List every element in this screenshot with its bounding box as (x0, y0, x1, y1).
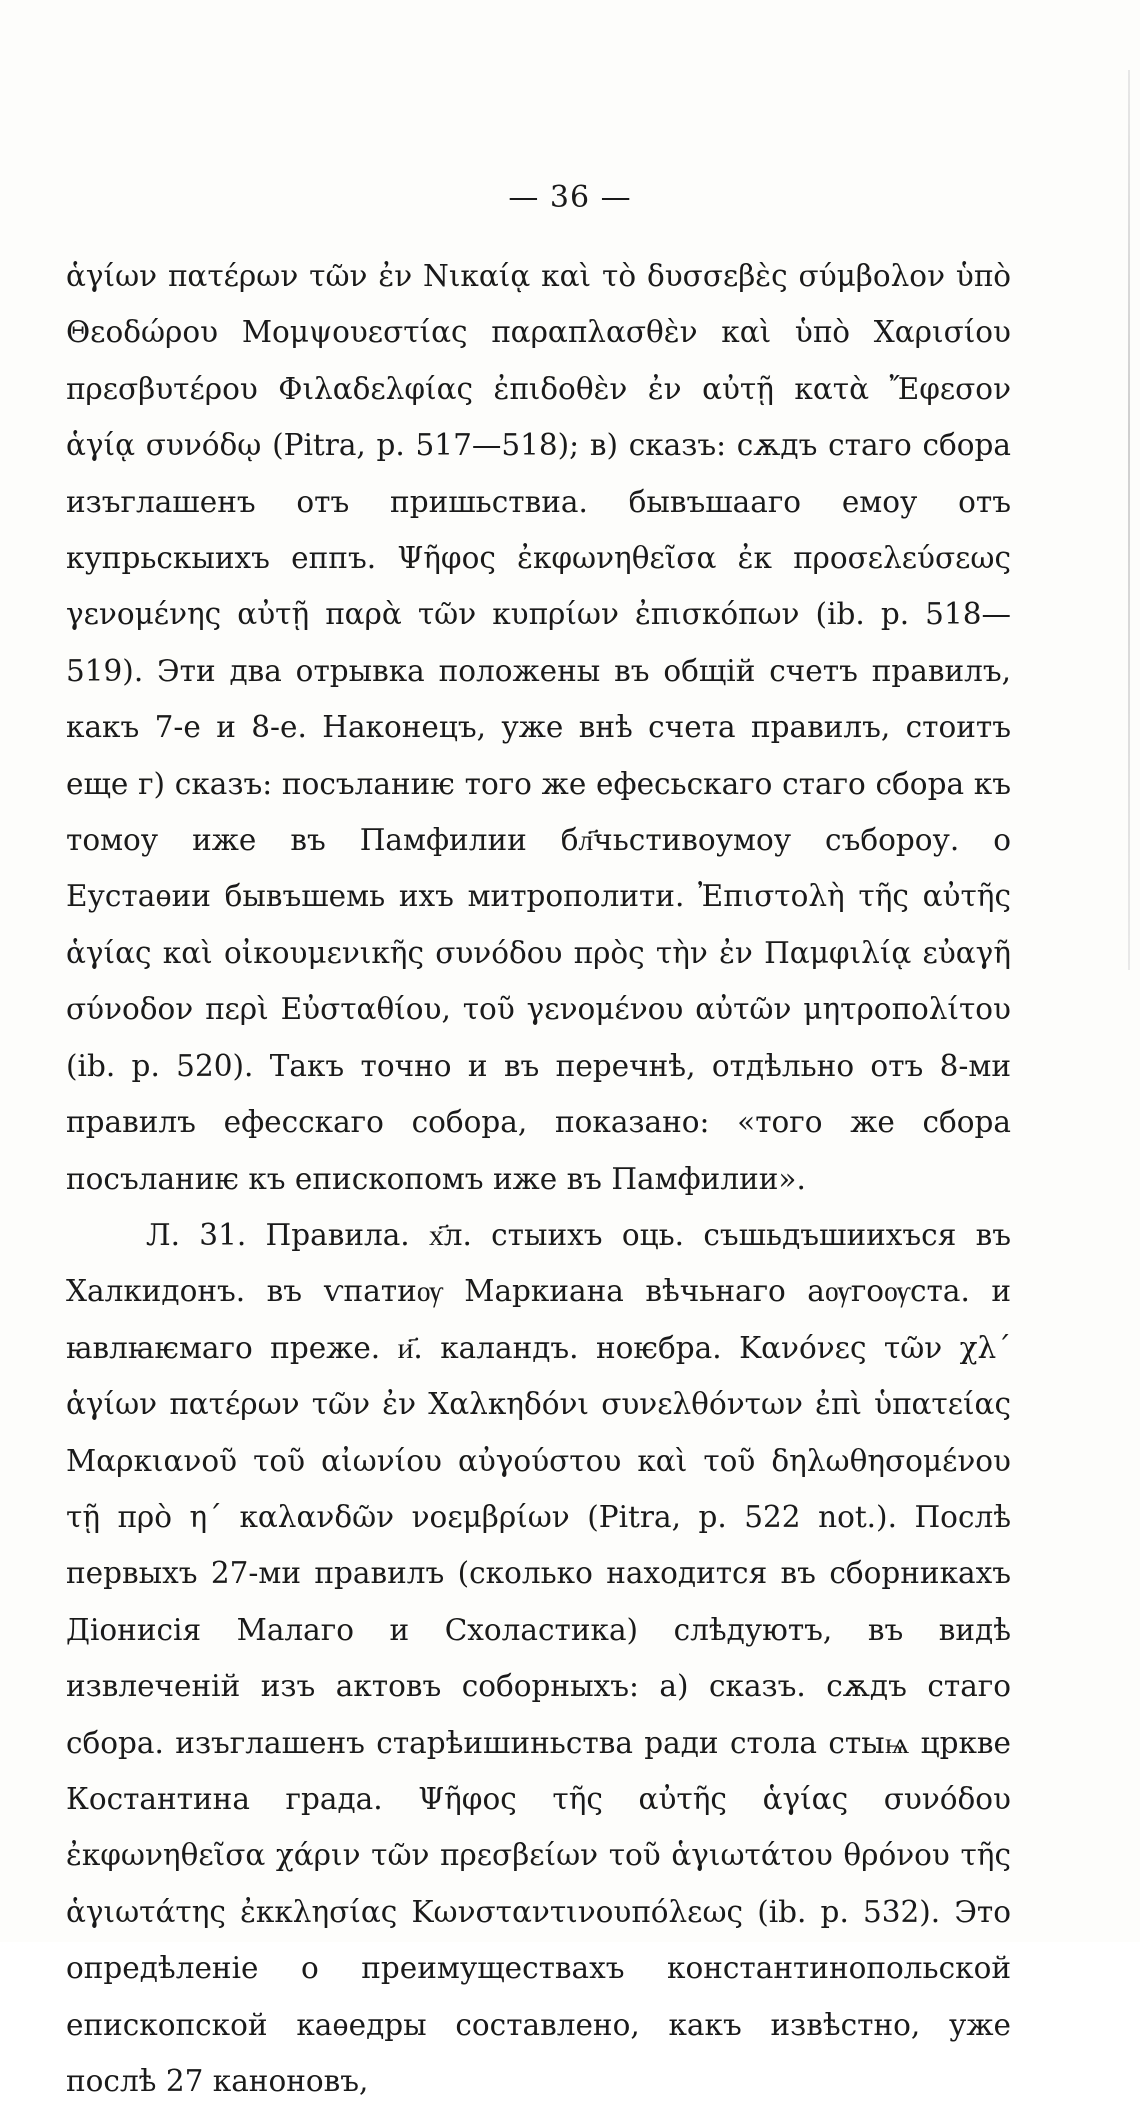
paragraph-2: Л. 31. Правила. х҃л. стыихъ оць. съшьдъшиихъся въ Халкидонъ. въ ѵпатиѹ Маркиана вѣчьнаго аѹгоѹста. и ꙗвлꙗѥмаго преже. и҃. каландъ. ноѥбра. Κανόνες τῶν χλ΄ ἁγίων πατέρων τῶν ἐν Χαλκηδόνι συνελθόντων ἐπὶ ὑπατείας Μαρκιανοῦ τοῦ αἰωνίου αὐγούστου καὶ τοῦ δηλωθησομένου τῇ πρὸ η΄ καλανδῶν νοεμβρίων (Pitra, p. 522 not.). Послѣ первыхъ 27-ми правилъ (сколько находится въ сборникахъ Діонисія Малаго и Схоластика) слѣдуютъ, въ видѣ извлеченій изъ актовъ соборныхъ: а) сказъ. сѫдъ стаго сбора. изъглашенъ старѣишиньства ради стола стыѩ цркве Костантина града. Ψῆφος τῆς αὐτῆς ἁγίας συνόδου ἐκφωνηθεῖσα χάριν τῶν πρεσβείων τοῦ ἁγιωτάτου θρόνου τῆς ἁγιωτάτης ἐκκλησίας Κωνσταντινουπόλεως (ib. p. 532). Это опредѣленіе о преимуществахъ константинопольской епископской каѳедры составлено, какъ извѣстно, уже послѣ 27 каноновъ, (66, 1217, 1011, 2098)
page-number: — 36 — (508, 180, 632, 215)
paragraph-1: ἁγίων πατέρων τῶν ἐν Νικαίᾳ καὶ τὸ δυσσεβὲς σύμβολον ὑπὸ Θεοδώρου Μομψουεστίας παραπλασθὲν καὶ ὑπὸ Χαρισίου πρεσβυτέρου Φιλαδελφίας ἐπιδοθὲν ἐν αὐτῇ κατὰ Ἔφεσον ἁγίᾳ συνόδῳ (Pitra, p. 517—518); в) сказъ: сѫдъ стаго сбора изъглашенъ отъ пришьствиа. бывъшааго емоу отъ купрьскыихъ еппъ. Ψῆφος ἐκφωνηθεῖσα ἐκ προσελεύσεως γενομένης αὐτῇ παρὰ τῶν κυπρίων ἐπισκόπων (ib. p. 518—519). Эти два отрывка положены въ общій счетъ правилъ, какъ 7-е и 8-е. Наконецъ, уже внѣ счета правилъ, стоитъ еще г) сказъ: посъланиѥ того же ефесьскаго стаго сбора къ томоу иже въ Памфилии бл҃чьстивоумоу съборoу. о Еустаѳии бывъшемь ихъ митрополити. Ἐπιστολὴ τῆς αὐτῆς ἁγίας καὶ οἰκουμενικῆς συνόδου πρὸς τὴν ἐν Παμφιλίᾳ εὐαγῆ σύνοδον περὶ Εὐσταθίου, τοῦ γενομένου αὐτῶν μητροπολίτου (ib. p. 520). Такъ точно и въ перечнѣ, отдѣльно отъ 8-ми правилъ ефесскаго собора, показано: «того же сбора посъланиѥ къ епископомъ иже въ Памфилии». (66, 259, 1011, 1196)
text-body (66, 248, 1011, 2109)
